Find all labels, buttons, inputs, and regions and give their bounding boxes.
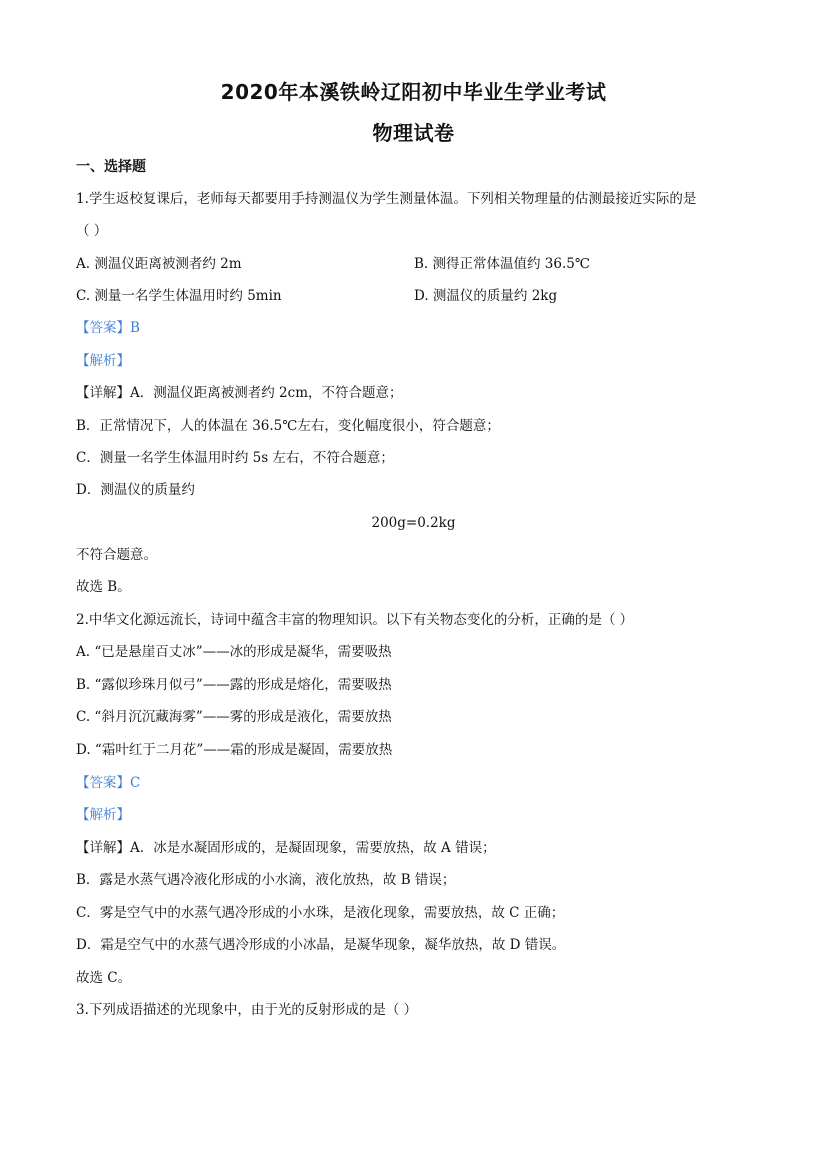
q3-stem: 3.下列成语描述的光现象中，由于光的反射形成的是（ ） xyxy=(76,1002,418,1018)
section-heading: 一、选择题 xyxy=(76,159,146,175)
q1-answer: 【答案】B xyxy=(76,320,140,336)
q2-answer: 【答案】C xyxy=(76,775,141,791)
q2-option-b: B. “露似珍珠月似弓”——露的形成是熔化，需要吸热 xyxy=(76,677,392,693)
q1-option-c: C. 测量一名学生体温用时约 5min xyxy=(76,288,282,304)
q1-formula: 200g=0.2kg xyxy=(371,515,456,531)
q2-detail-c: C．雾是空气中的水蒸气遇冷形成的小水珠，是液化现象，需要放热，故 C 正确； xyxy=(76,905,565,921)
q1-detail-a: 【详解】A．测温仪距离被测者约 2cm，不符合题意； xyxy=(76,385,403,401)
q1-detail-d: D．测温仪的质量约 xyxy=(76,482,195,498)
q1-stem: 1.学生返校复课后，老师每天都要用手持测温仪为学生测量体温。下列相关物理量的估测最接近实际的是 xyxy=(76,191,697,207)
q2-option-d: D. “霜叶红于二月花”——霜的形成是凝固，需要放热 xyxy=(76,742,393,758)
q1-detail-c: C．测量一名学生体温用时约 5s 左右，不符合题意； xyxy=(76,450,394,466)
q2-stem: 2.中华文化源远流长，诗词中蕴含丰富的物理知识。以下有关物态变化的分析，正确的是（ ） xyxy=(76,612,634,628)
q1-analysis-label: 【解析】 xyxy=(76,353,130,369)
q2-option-a: A. “已是悬崖百丈冰”——冰的形成是凝华，需要吸热 xyxy=(76,644,392,660)
q1-stem-blank: （ ） xyxy=(76,223,108,239)
q1-option-b: B. 测得正常体温值约 36.5℃ xyxy=(414,256,590,272)
exam-subtitle: 物理试卷 xyxy=(372,121,455,145)
q2-option-c: C. “斜月沉沉藏海雾”——雾的形成是液化，需要放热 xyxy=(76,709,392,725)
q2-detail-d: D．霜是空气中的水蒸气遇冷形成的小冰晶，是凝华现象，凝华放热，故 D 错误。 xyxy=(76,937,566,953)
q1-detail-b: B．正常情况下，人的体温在 36.5℃左右，变化幅度很小，符合题意； xyxy=(76,418,500,434)
q2-detail-b: B．露是水蒸气遇冷液化形成的小水滴，液化放热，故 B 错误； xyxy=(76,872,456,888)
q2-analysis-label: 【解析】 xyxy=(76,807,130,823)
exam-title: 2020年本溪铁岭辽阳初中毕业生学业考试 xyxy=(220,80,607,104)
q1-option-a: A. 测温仪距离被测者约 2m xyxy=(76,256,242,272)
q1-detail-d-end: 不符合题意。 xyxy=(76,547,157,563)
q1-option-d: D. 测温仪的质量约 2kg xyxy=(414,288,558,304)
q1-conclusion: 故选 B。 xyxy=(76,579,131,595)
q2-conclusion: 故选 C。 xyxy=(76,970,132,986)
q2-detail-a: 【详解】A．冰是水凝固形成的，是凝固现象，需要放热，故 A 错误； xyxy=(76,840,496,856)
